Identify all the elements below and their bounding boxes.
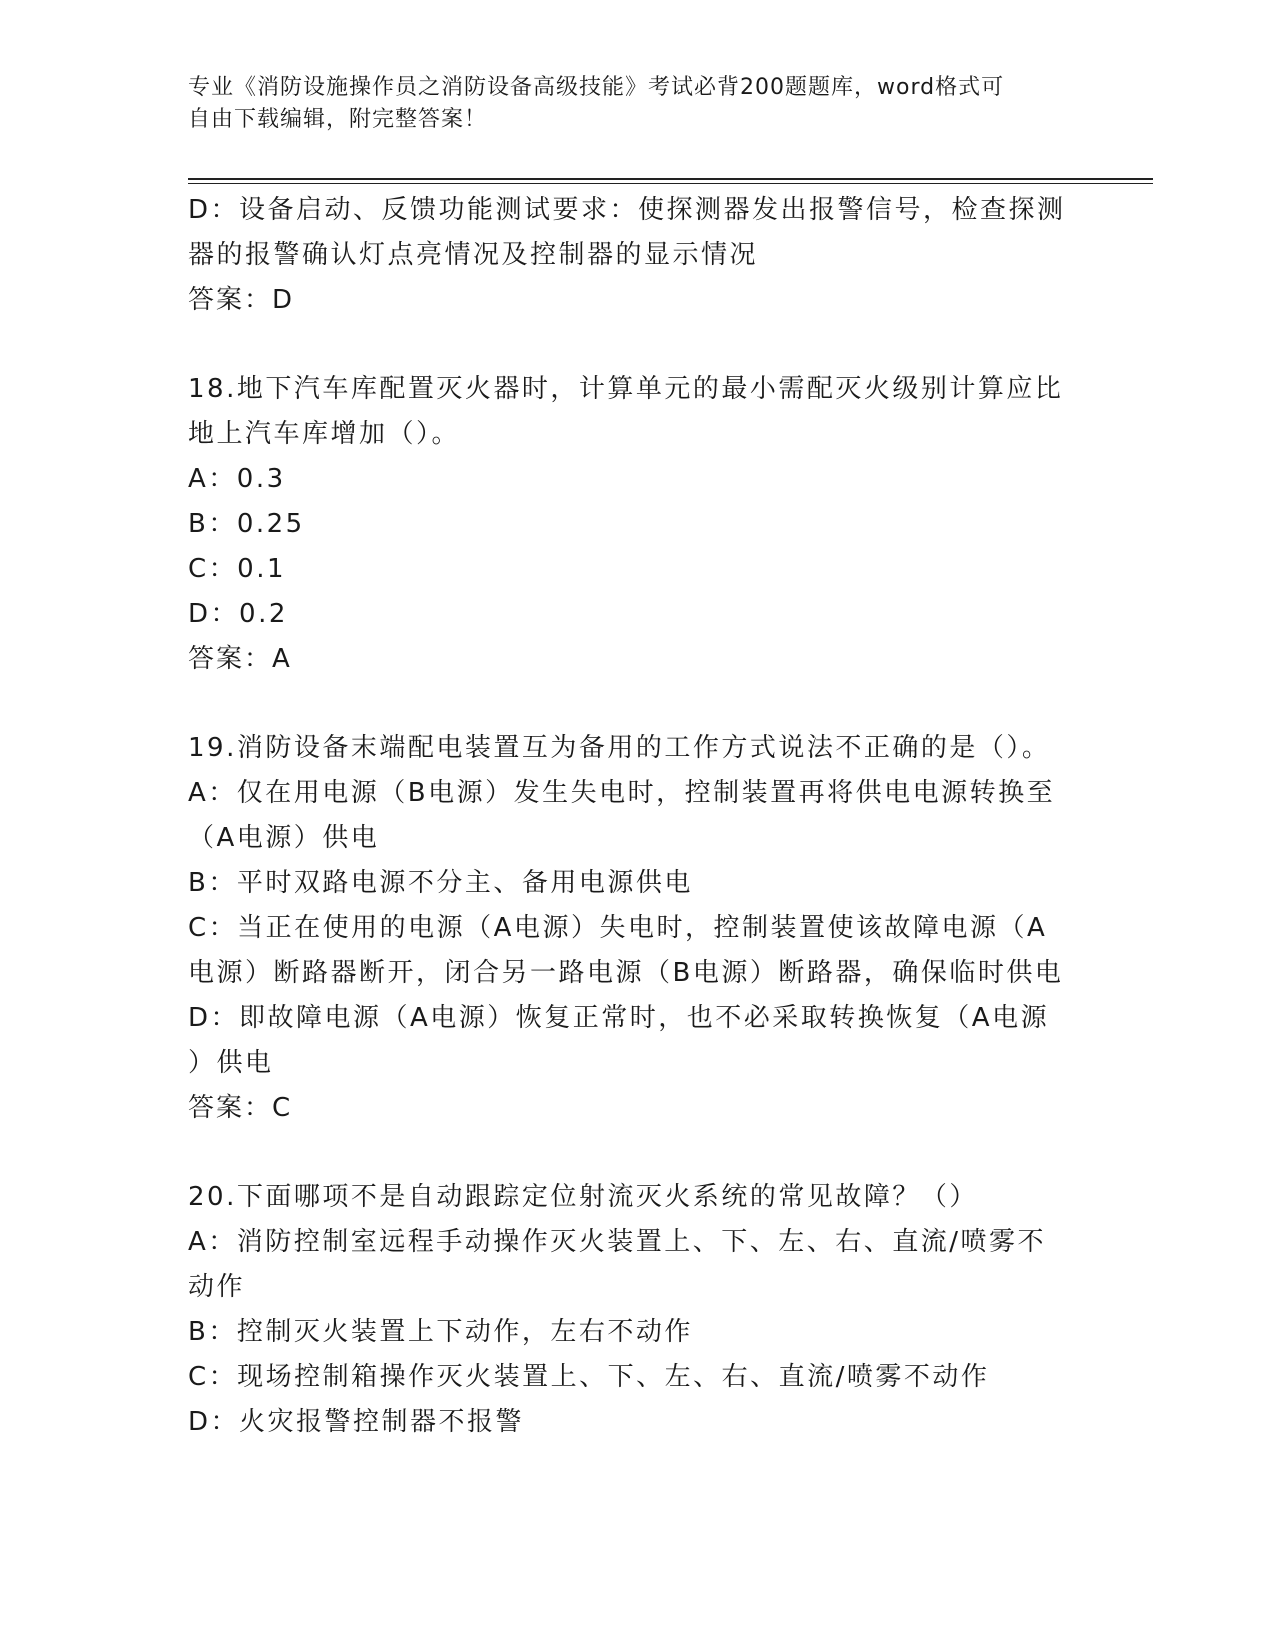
q18-option-b: B：0.25 xyxy=(188,509,305,539)
q18-option-a: A：0.3 xyxy=(188,464,286,494)
question-17 xyxy=(188,188,1088,323)
q20-option-c: C：现场控制箱操作灭火装置上、下、左、右、直流/喷雾不动作 xyxy=(188,1362,990,1392)
document-body xyxy=(188,188,1088,1445)
q19-option-b: B：平时双路电源不分主、备用电源供电 xyxy=(188,868,693,898)
q19-stem: 19.消防设备末端配电装置互为备用的工作方式说法不正确的是（）。 xyxy=(188,733,1051,763)
question-20 xyxy=(188,1175,1088,1445)
header-line-1: 专业《消防设施操作员之消防设备高级技能》考试必背200题题库，word格式可 xyxy=(188,75,1005,100)
q19-option-d-line-1: D：即故障电源（A电源）恢复正常时，也不必采取转换恢复（A电源 xyxy=(188,1003,1050,1033)
q20-option-a-line-1: A：消防控制室远程手动操作灭火装置上、下、左、右、直流/喷雾不 xyxy=(188,1227,1047,1257)
q19-option-a-line-2: （A电源）供电 xyxy=(188,823,380,853)
document-header xyxy=(188,72,1068,136)
q20-option-b: B：控制灭火装置上下动作，左右不动作 xyxy=(188,1317,693,1347)
q18-option-d: D：0.2 xyxy=(188,599,288,629)
spacer xyxy=(188,682,1088,726)
q19-option-c-line-2: 电源）断路器断开，闭合另一路电源（B电源）断路器，确保临时供电 xyxy=(188,958,1064,988)
q18-stem-line-2: 地上汽车库增加（）。 xyxy=(188,419,461,449)
q17-option-d-line-2: 器的报警确认灯点亮情况及控制器的显示情况 xyxy=(188,240,759,270)
q18-answer: 答案：A xyxy=(188,644,292,674)
q19-answer: 答案：C xyxy=(188,1093,293,1123)
q20-stem: 20.下面哪项不是自动跟踪定位射流灭火系统的常见故障？（） xyxy=(188,1182,978,1212)
q19-option-c-line-1: C：当正在使用的电源（A电源）失电时，控制装置使该故障电源（A xyxy=(188,913,1048,943)
q19-option-d-line-2: ）供电 xyxy=(188,1048,274,1078)
q20-option-d: D：火灾报警控制器不报警 xyxy=(188,1407,525,1437)
q17-option-d-line-1: D：设备启动、反馈功能测试要求：使探测器发出报警信号，检查探测 xyxy=(188,195,1066,225)
question-19 xyxy=(188,726,1088,1131)
spacer xyxy=(188,323,1088,367)
header-divider xyxy=(188,178,1153,184)
q17-answer: 答案：D xyxy=(188,285,295,315)
q19-option-a-line-1: A：仅在用电源（B电源）发生失电时，控制装置再将供电电源转换至 xyxy=(188,778,1056,808)
q18-option-c: C：0.1 xyxy=(188,554,287,584)
spacer xyxy=(188,1131,1088,1175)
q20-option-a-line-2: 动作 xyxy=(188,1272,246,1302)
q18-stem-line-1: 18.地下汽车库配置灭火器时，计算单元的最小需配灭火级别计算应比 xyxy=(188,374,1064,404)
question-18 xyxy=(188,367,1088,682)
header-line-2: 自由下载编辑，附完整答案！ xyxy=(188,107,488,132)
